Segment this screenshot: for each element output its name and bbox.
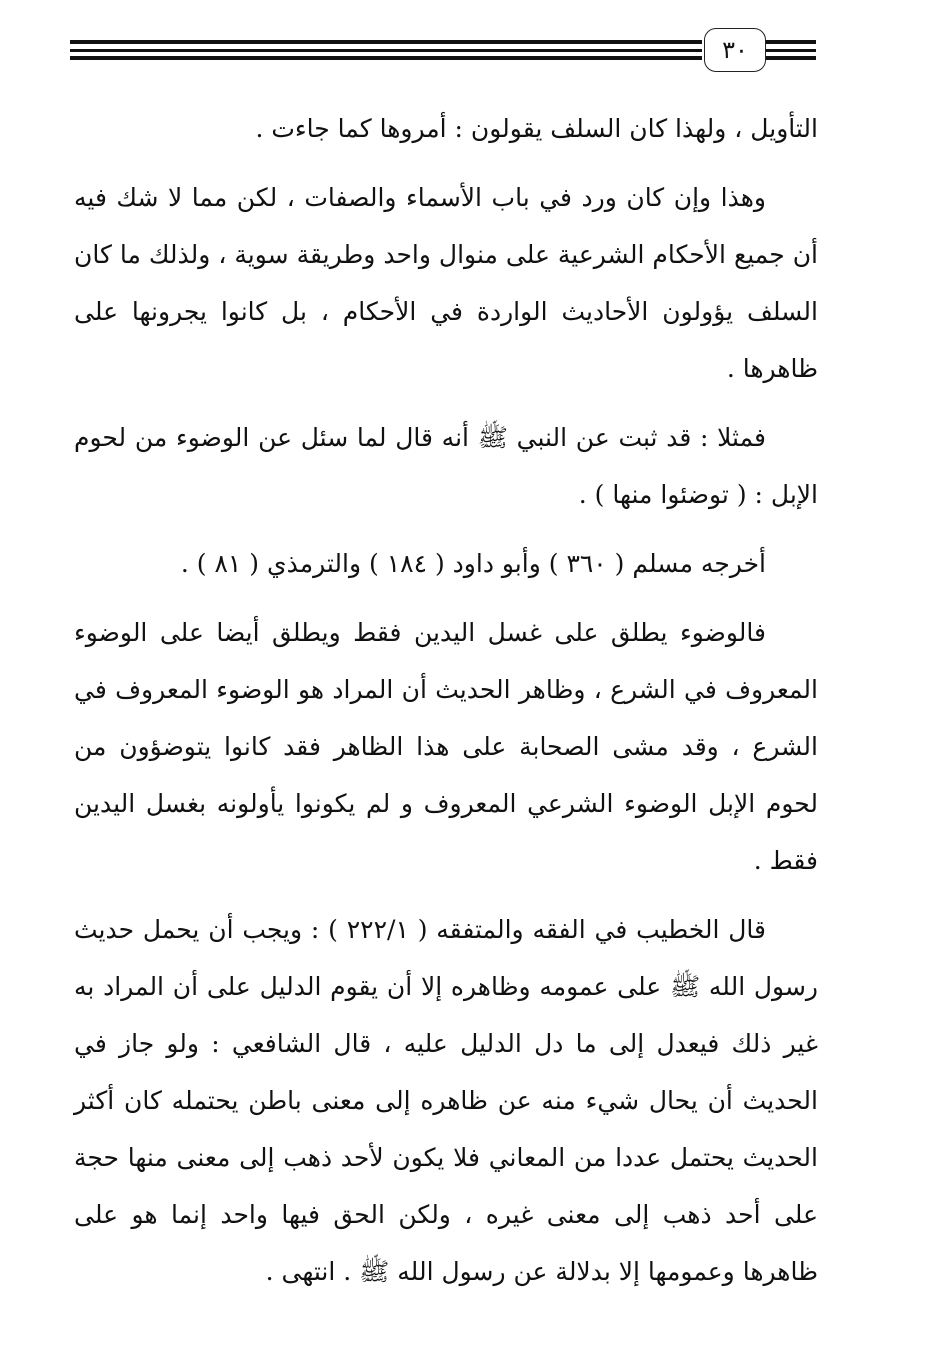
header-rule-right-middle (766, 49, 816, 52)
paragraph-khatib-quote: قال الخطيب في الفقه والمتفقه ( ٢٢٢/١ ) : ويجب أن يحمل حديث رسول الله ﷺ على عمومه وظاهره إلا أن يقوم الدليل على أن المراد به غير ذلك فيعدل إلى ما دل الدليل عليه ، قال الشافعي : ولو جاز في الحديث أن يحال شيء منه عن ظاهره إلى معنى باطن يحتمله كان أكثر الحديث يحتمل عددا من المعاني فلا يكون لأحد ذهب إلى معنى منها حجة على أحد ذهب إلى معنى غيره ، ولكن الحق فيها واحد إنما هو على ظاهرها وعمومها إلا بدلالة عن رسول الله ﷺ . انتهى . (74, 915, 818, 1286)
paragraph-wudu-explanation: فالوضوء يطلق على غسل اليدين فقط ويطلق أيضا على الوضوء المعروف في الشرع ، وظاهر الحديث أن المراد هو الوضوء المعروف في الشرع ، وقد مشى الصحابة على هذا الظاهر فقد كانوا يتوضؤون من لحوم الإبل الوضوء الشرعي المعروف و لم يكونوا يأولونه بغسل اليدين فقط . (74, 618, 818, 875)
header-rule-middle (70, 49, 702, 52)
paragraph-citation: أخرجه مسلم ( ٣٦٠ ) وأبو داود ( ١٨٤ ) والترمذي ( ٨١ ) . (180, 549, 766, 578)
paragraph-example: فمثلا : قد ثبت عن النبي ﷺ أنه قال لما سئل عن الوضوء من لحوم الإبل : ( توضئوا منها ) . (74, 423, 818, 509)
page-body (74, 100, 818, 1312)
page-number: ٣٠ (704, 28, 766, 72)
paragraph-continuation: التأويل ، ولهذا كان السلف يقولون : أمروها كما جاءت . (255, 114, 818, 143)
paragraph-general-rule: وهذا وإن كان ورد في باب الأسماء والصفات ، لكن مما لا شك فيه أن جميع الأحكام الشرعية على منوال واحد وطريقة سوية ، ولذلك ما كان السلف يؤولون الأحاديث الواردة في الأحكام ، بل كانوا يجرونها على ظاهرها . (74, 183, 818, 383)
header-rule-right-top (766, 40, 816, 44)
header-rule-top (70, 40, 702, 44)
header-rule-right-bottom (766, 56, 816, 60)
header-rule-bottom (70, 56, 702, 60)
page-header (0, 0, 938, 90)
